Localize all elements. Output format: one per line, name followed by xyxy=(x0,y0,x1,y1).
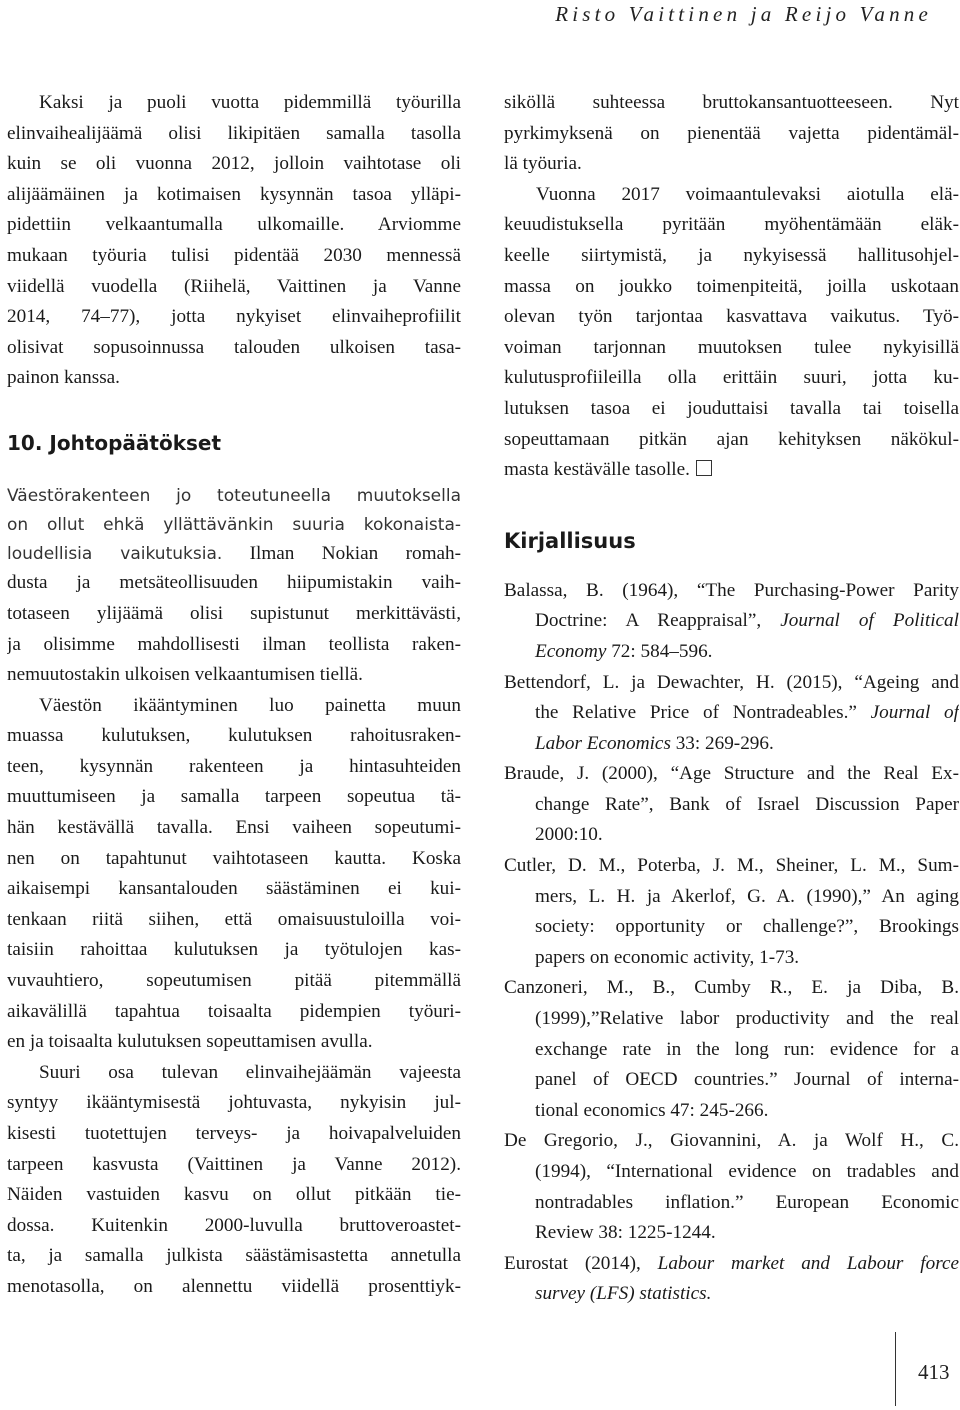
ref-journal: Economy xyxy=(535,640,607,662)
text-line: tenkaan riitä siihen, että omaisuustuloilla voi- xyxy=(7,908,461,930)
text-line: syntyy ikääntymisestä johtuvasta, nykyisin jul- xyxy=(7,1092,461,1114)
ref-line xyxy=(504,606,959,637)
text-line: dossa. Kuitenkin 2000-luvulla bruttoveroastet- xyxy=(7,1214,461,1236)
text-line: viidellä vuodella (Riihelä, Vaittinen ja Vanne xyxy=(7,275,461,297)
intro-line: Väestörakenteen jo toteutuneella muutoksella xyxy=(7,485,461,506)
text-line: keuudistuksella pyritään myöhentämään eläk- xyxy=(504,214,959,236)
text-line: ta, ja samalla julkista säästämisastetta annetulla xyxy=(7,1245,461,1267)
text-line-final xyxy=(504,455,959,486)
text-line: kuin se oli vuonna 2012, jolloin vaihtotase oli xyxy=(7,153,461,175)
text-line: painon kanssa. xyxy=(7,367,120,389)
text-line: alijäämäinen ja kotimaisen kysynnän tasoa ylläpi- xyxy=(7,183,461,205)
text-line: nen on tapahtunut vaihtotaseen kautta. Koska xyxy=(7,847,461,869)
ref-line: De Gregorio, J., Giovannini, A. ja Wolf H., C. xyxy=(504,1130,959,1152)
text-line: voiman tarjonnan muutoksen tulee nykyisillä xyxy=(504,336,959,358)
ref-line: society: opportunity or challenge?”, Brookings xyxy=(535,916,959,938)
text-line: Vuonna 2017 voimaantulevaksi aiotulla elä- xyxy=(536,183,959,205)
ref-line: tional economics 47: 245-266. xyxy=(535,1099,769,1121)
reference-entry xyxy=(504,576,959,668)
intro-line: on ollut ehkä yllättävänkin suuria kokonaista- xyxy=(7,514,461,535)
text-line-end: masta kestävälle tasolle. xyxy=(504,459,690,481)
text-line: keelle siirtymistä, ja nykyisessä hallitusohjel- xyxy=(504,244,959,266)
ref-text: the Relative Price of Nontradeables.” xyxy=(535,702,871,724)
text-line: Näiden vastuiden kasvu on ollut pitkään tie- xyxy=(7,1184,461,1206)
text-line: aikaisempi kansantalouden säästäminen ei kui- xyxy=(7,878,461,900)
running-header: Risto Vaittinen ja Reijo Vanne xyxy=(555,2,932,26)
continued-paragraph xyxy=(504,88,959,486)
text-line: Suuri osa tulevan elinvaihejäämän vajeesta xyxy=(39,1061,461,1083)
text-line: sopeuttamaan pitkän ajan kehityksen näkökul- xyxy=(504,428,959,450)
text-line: kisesti tuotettujen terveys- ja hoivapalveluiden xyxy=(7,1123,461,1145)
ref-line xyxy=(504,1279,959,1310)
text-line: kulutusprofiileilla olla erittäin suuri, jotta ku- xyxy=(504,367,959,389)
left-column xyxy=(7,88,461,1303)
text-line: pidettiin velkaantumalla ulkomaille. Arviomme xyxy=(7,214,461,236)
ref-journal: Journal of Political xyxy=(780,610,959,632)
text-line: aikavälillä tapahtua toisaalta pidempien työuri- xyxy=(7,1000,461,1022)
ref-line: Bettendorf, L. ja Dewachter, H. (2015), “Ageing and xyxy=(504,671,959,693)
ref-line: exchange rate in the long run: evidence for a xyxy=(535,1038,959,1060)
text-line: dusta ja metsäteollisuuden hiipumistakin vaih- xyxy=(7,572,461,594)
intro-line-mixed xyxy=(7,540,461,569)
ref-line: 2000:10. xyxy=(535,824,603,846)
text-line: teen, kysynnän rakenteen ja hintasuhteiden xyxy=(7,755,461,777)
text-line: tarpeen kasvusta (Vaittinen ja Vanne 2012). xyxy=(7,1153,461,1175)
ref-line: change Rate”, Bank of Israel Discussion Paper xyxy=(535,793,959,815)
reference-entry xyxy=(504,759,959,851)
text-line: Väestön ikääntyminen luo painetta muun xyxy=(39,694,461,716)
ref-text: 33: 269-296. xyxy=(670,732,774,754)
ref-line: Canzoneri, M., B., Cumby R., E. ja Diba, B. xyxy=(504,977,959,999)
text-line: muassa kulutuksen, kulutuksen rahoitusraken- xyxy=(7,725,461,747)
ref-title: Labour market and Labour force xyxy=(657,1252,959,1274)
body-start: Ilman Nokian romah- xyxy=(222,542,461,564)
intro-line-end: loudellisia vaikutuksia. xyxy=(7,543,223,564)
ref-line: panel of OECD countries.” Journal of interna- xyxy=(535,1069,959,1091)
ref-line: Balassa, B. (1964), “The Purchasing-Power Parity xyxy=(504,579,959,601)
reference-list xyxy=(504,576,959,1310)
text-line: olisivat sopusoinnussa talouden ulkoisen tasa- xyxy=(7,336,461,358)
ref-title: survey (LFS) statistics. xyxy=(535,1283,712,1305)
ref-line: papers on economic activity, 1-73. xyxy=(535,946,800,968)
ref-line: Review 38: 1225-1244. xyxy=(535,1222,716,1244)
ref-journal: Journal of xyxy=(870,702,959,724)
text-line: en ja toisaalta kulutuksen sopeuttamisen avulla. xyxy=(7,1031,373,1053)
end-of-article-square-icon xyxy=(696,460,712,476)
text-line: pyrkimyksenä on pienentää vajetta pidentämäl- xyxy=(504,122,959,144)
section-heading: 10. Johtopäätökset xyxy=(7,430,222,455)
ref-line: Cutler, D. M., Poterba, J. M., Sheiner, L. M., Sum- xyxy=(504,855,959,877)
text-line: hän kestävällä tavalla. Ensi vaiheen sopeutumi- xyxy=(7,817,461,839)
text-line: lä työuria. xyxy=(504,153,582,175)
text-line: massa on joukko toimenpiteitä, joilla uskotaan xyxy=(504,275,959,297)
ref-line: (1994), “International evidence on tradables and xyxy=(535,1161,959,1182)
ref-line xyxy=(504,637,959,668)
text-line: muuttumiseen ja samalla tarpeen sopeutua tä- xyxy=(7,786,461,808)
text-line: Kaksi ja puoli vuotta pidemmillä työurilla xyxy=(39,92,461,113)
text-line: totaseen ylijäämä olisi supistunut merkittävästi, xyxy=(7,602,461,624)
ref-line: nontradables inflation.” European Economic xyxy=(535,1191,959,1213)
section-intro xyxy=(7,482,461,568)
ref-journal: Labor Economics xyxy=(535,732,671,754)
reference-entry xyxy=(504,973,959,1126)
reference-entry xyxy=(504,1249,959,1310)
right-column xyxy=(504,88,959,1310)
ref-line xyxy=(504,1249,959,1280)
text-line: taisiin rahoittaa kulutuksen ja työtulojen kas- xyxy=(7,939,461,961)
page-number: 413 xyxy=(918,1360,950,1384)
text-line: olevan työn tarjontaa kasvattava vaikutus. Työ- xyxy=(504,306,959,328)
ref-line: Braude, J. (2000), “Age Structure and the Real Ex- xyxy=(504,763,959,785)
body-paragraphs xyxy=(7,568,461,1302)
text-line: 2014, 74–77), jotta nykyiset elinvaiheprofiilit xyxy=(7,306,461,328)
text-line: ja olisimme mahdollisesti ilman teollista raken- xyxy=(7,633,461,655)
page-number-rule xyxy=(895,1332,896,1406)
reference-entry xyxy=(504,668,959,760)
reference-entry xyxy=(504,851,959,973)
text-line: lutuksen tasoa ei jouduttaisi tavalla tai toisella xyxy=(504,397,959,419)
text-line: siköllä suhteessa bruttokansantuotteeseen. Nyt xyxy=(504,92,959,113)
text-line: mukaan työuria tulisi pidentää 2030 mennessä xyxy=(7,244,461,266)
references-heading: Kirjallisuus xyxy=(504,528,636,553)
ref-text: Doctrine: A Reappraisal”, xyxy=(535,610,781,632)
text-line: menotasolla, on alennettu viidellä prosenttiyk- xyxy=(7,1275,461,1297)
paragraph-1 xyxy=(7,88,461,394)
ref-line: mers, L. H. ja Akerlof, G. A. (1990),” An aging xyxy=(535,885,959,907)
reference-entry xyxy=(504,1126,959,1248)
ref-text: Eurostat (2014), xyxy=(504,1252,658,1274)
ref-line: (1999),”Relative labor productivity and the real xyxy=(535,1008,959,1030)
text-line: vuvauhtiero, sopeutumisen pitää pitemmällä xyxy=(7,970,461,992)
text-line: elinvaihealijäämä olisi likipitäen samalla tasolla xyxy=(7,122,461,144)
text-line: nemuutostakin ulkoisen velkaantumisen tiellä. xyxy=(7,664,363,686)
ref-text: 72: 584–596. xyxy=(606,640,713,662)
ref-line xyxy=(504,698,959,729)
ref-line xyxy=(504,729,959,760)
